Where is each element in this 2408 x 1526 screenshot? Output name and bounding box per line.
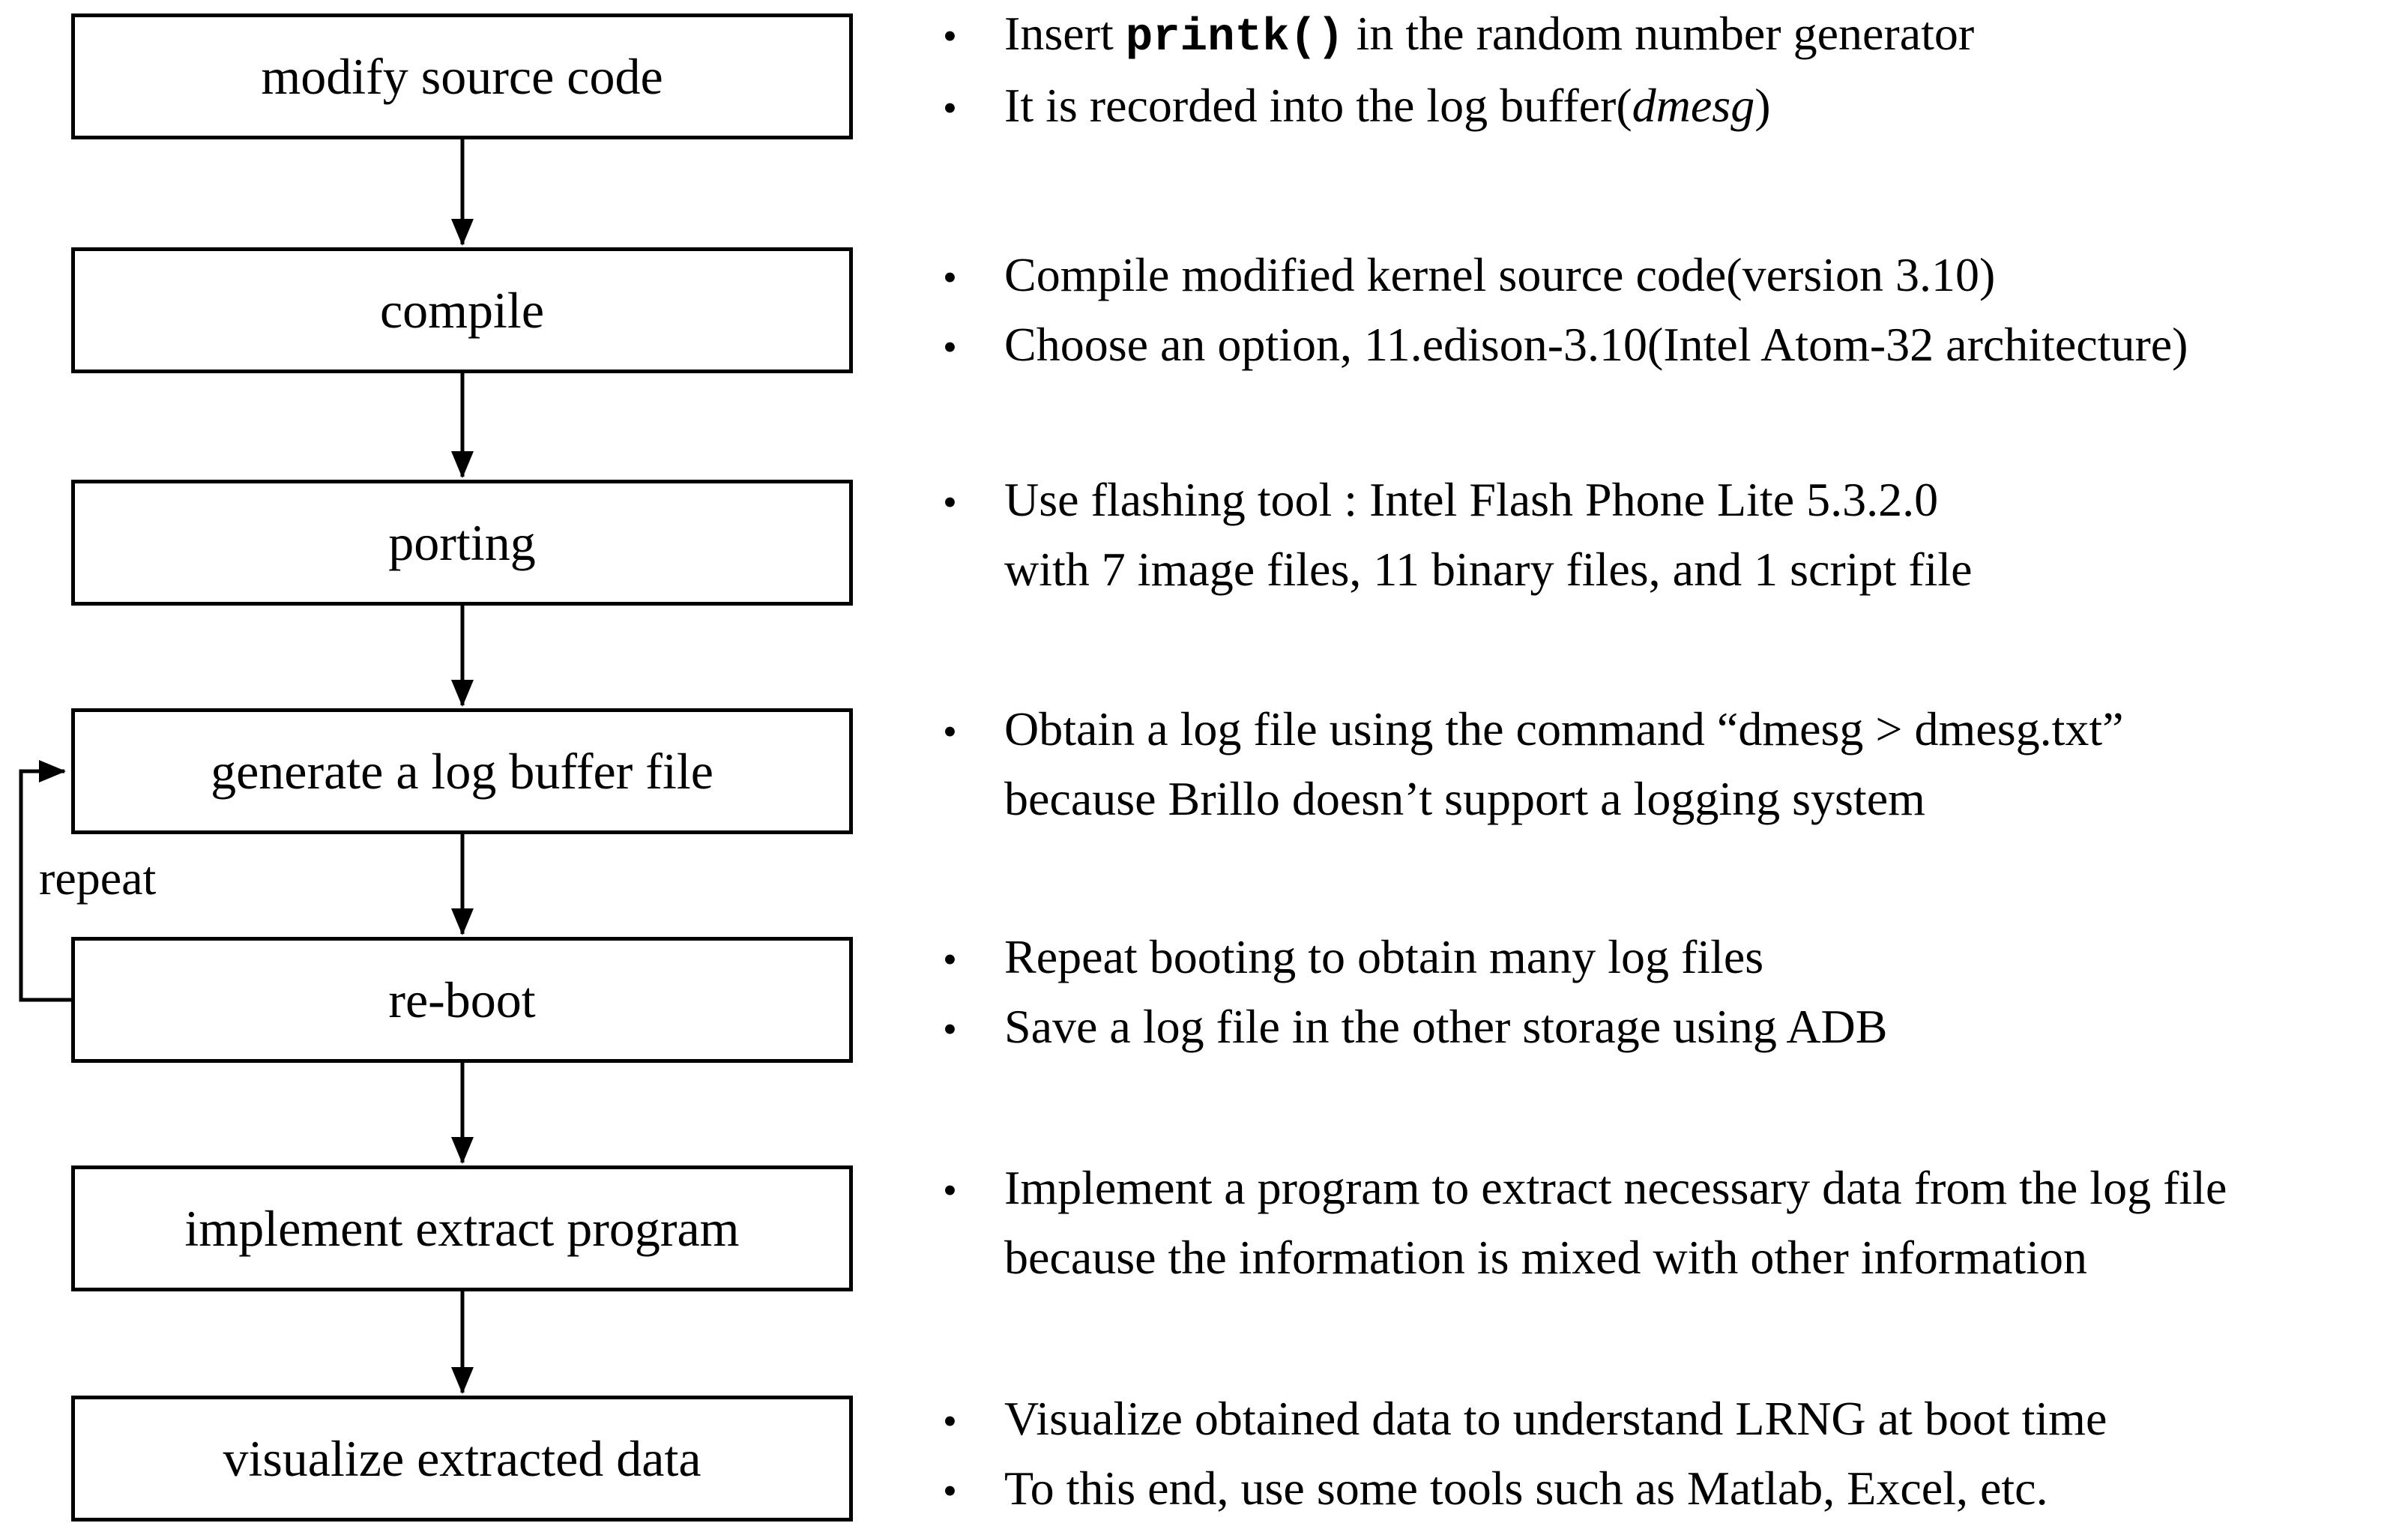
note-group-generate-log-buffer-file [929,696,2408,833]
note-line [929,72,2408,142]
flow-box-label: modify source code [261,47,663,105]
text-segment: Insert [1004,7,1126,60]
note-line [929,1455,2408,1525]
text-segment: Implement a program to extract necessary data from the log file [1004,1161,2227,1214]
note-line [929,696,2408,765]
flow-box-label: compile [379,281,545,339]
flow-box-label: porting [388,513,536,571]
note-group-compile [929,241,2408,381]
bullet-icon: • [943,480,957,525]
note-text [1004,765,2408,833]
text-segment: Compile modified kernel source code(version 3.10) [1004,248,1996,301]
note-text [1004,696,2408,763]
note-text [1004,72,2408,139]
note-group-porting [929,466,2408,603]
bullet-icon: • [943,255,957,300]
note-text [1004,993,2408,1061]
note-text [1004,0,2408,72]
bullet-icon: • [943,937,957,982]
note-text [1004,311,2408,379]
note-line [929,1154,2408,1224]
text-segment: because the information is mixed with other information [1004,1231,2087,1284]
flow-box-label: generate a log buffer file [211,742,713,800]
bullet-icon: • [943,325,957,370]
note-text [1004,923,2408,991]
text-segment: Save a log file in the other storage using ADB [1004,1000,1888,1053]
note-text [1004,466,2408,534]
note-line [929,466,2408,536]
bullet-icon: • [943,1168,957,1213]
note-line [929,1385,2408,1455]
note-line [929,765,2408,833]
text-segment: Visualize obtained data to understand LRNG at boot time [1004,1392,2107,1445]
flow-box-label: implement extract program [184,1199,740,1257]
note-line [929,1224,2408,1291]
text-segment: ) [1754,79,1771,132]
note-line [929,0,2408,72]
bullet-icon: • [943,85,957,130]
note-line [929,311,2408,381]
text-segment-code: printk() [1125,12,1345,64]
text-segment: Choose an option, 11.edison-3.10(Intel Atom-32 architecture) [1004,318,2188,371]
note-text [1004,1455,2408,1522]
note-text [1004,536,2408,603]
text-segment: in the random number generator [1344,7,1975,60]
repeat-label: repeat [39,851,157,905]
note-line [929,993,2408,1063]
text-segment: Use flashing tool : Intel Flash Phone Lite 5.3.2.0 [1004,473,1939,526]
note-line [929,241,2408,311]
bullet-icon: • [943,709,957,754]
note-group-modify-source-code [929,0,2408,142]
note-group-reboot [929,923,2408,1063]
note-group-implement-extract-program [929,1154,2408,1291]
note-line [929,536,2408,603]
text-segment-italic: dmesg [1632,79,1755,132]
note-text [1004,1224,2408,1291]
text-segment: It is recorded into the log buffer( [1004,79,1632,132]
note-line [929,923,2408,993]
note-group-visualize-extracted-data [929,1385,2408,1525]
note-text [1004,1385,2408,1453]
note-text [1004,1154,2408,1222]
note-text [1004,241,2408,309]
bullet-icon: • [943,1468,957,1513]
text-segment: To this end, use some tools such as Matlab, Excel, etc. [1004,1462,2048,1515]
bullet-icon: • [943,1007,957,1052]
text-segment: because Brillo doesn’t support a logging system [1004,772,1925,825]
text-segment: Repeat booting to obtain many log files [1004,930,1764,983]
bullet-icon: • [943,13,957,58]
flow-box-label: visualize extracted data [223,1429,701,1487]
text-segment: Obtain a log file using the command “dmesg > dmesg.txt” [1004,702,2124,756]
flow-box-label: re-boot [388,971,536,1028]
text-segment: with 7 image files, 11 binary files, and 1 script file [1004,543,1973,596]
bullet-icon: • [943,1399,957,1444]
